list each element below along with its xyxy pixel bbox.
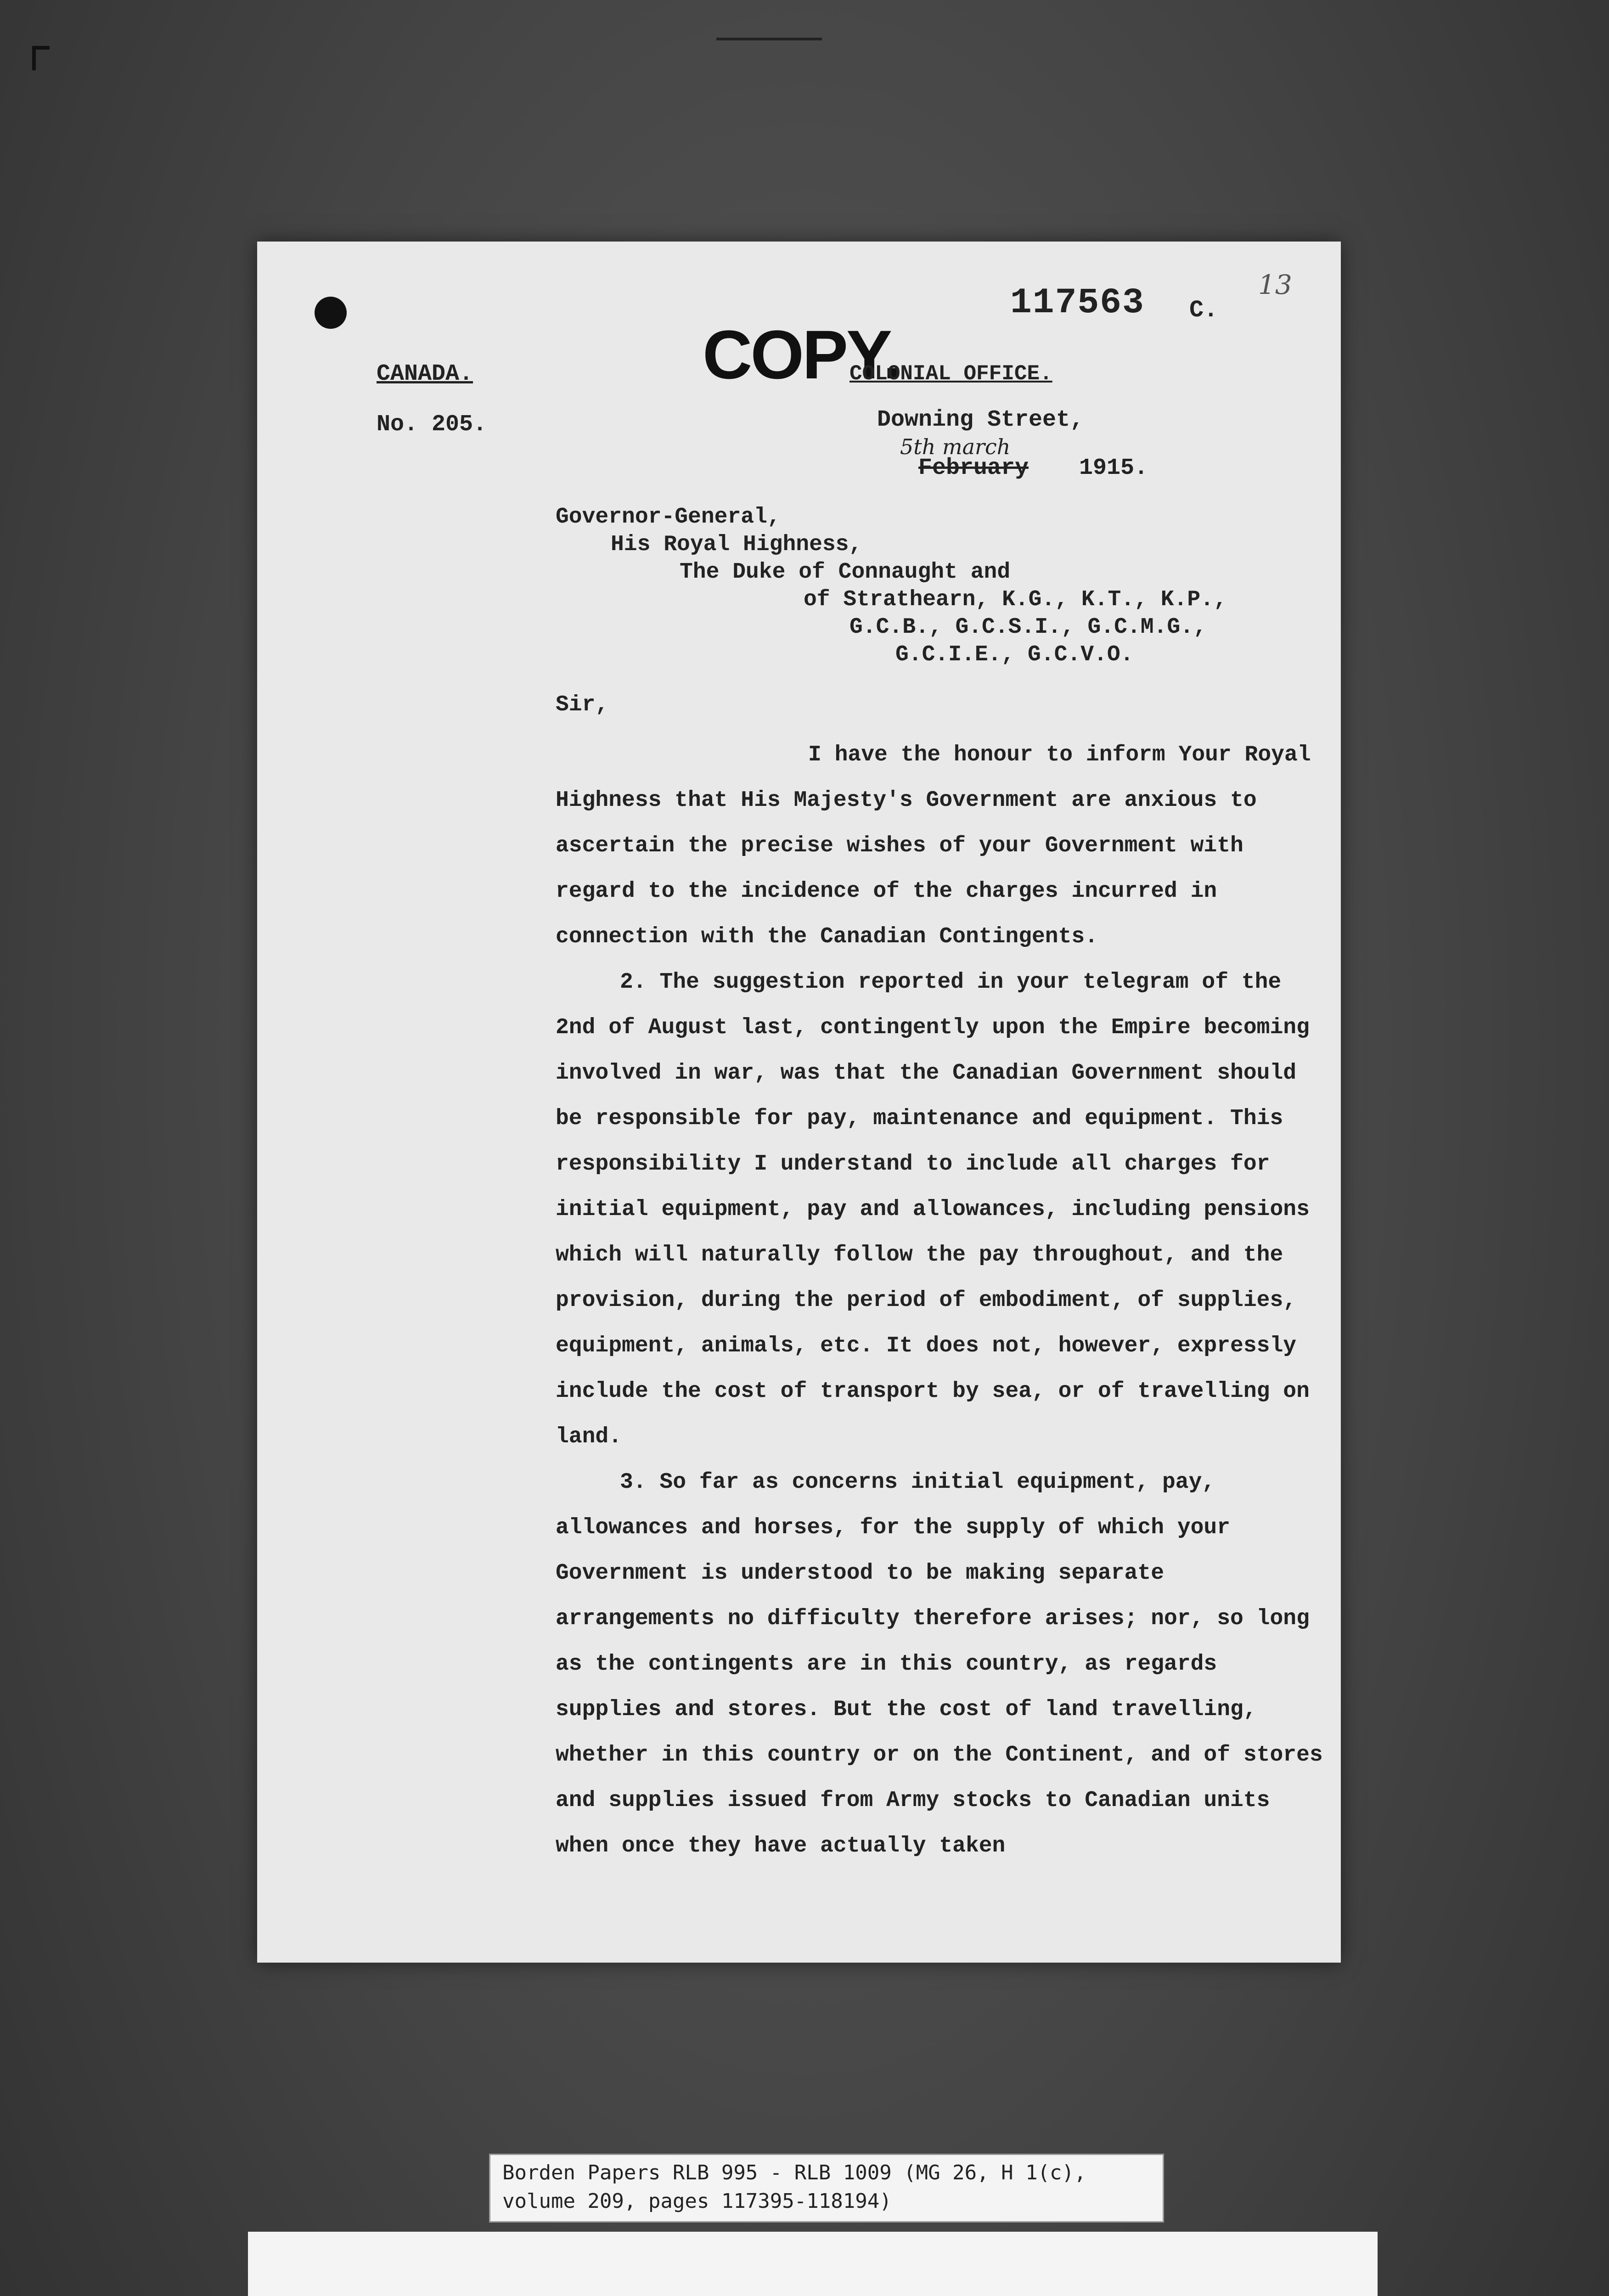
street-address: Downing Street, [877,407,1084,433]
film-corner-mark [32,46,50,70]
archives-stamp-card [248,2232,1378,2296]
struck-month: February [918,455,1029,481]
copy-stamp: COPY. [703,316,900,393]
archive-label-line: volume 209, pages 117395-118194) [502,2189,892,2213]
paragraph-2: 2. The suggestion reported in your telegram of the 2nd of August last, contingently upon the Empire becoming involved in war, was that the Canadian Government should be responsible for pay, maintenance and equipment. This responsibility I understand to include all charges for initial equipment, pay and allowances, including pensions which will naturally follow the pay throughout, and the provision, during the period of embodiment, of supplies, equipment, animals, etc. It does not, however, expressly include the cost of transport by sea, or of travelling on land. [556,970,1310,1449]
addressee-line: His Royal Highness, [611,532,862,557]
film-top-mark [716,28,822,40]
addressee-line: The Duke of Connaught and [680,560,1011,585]
letter-year: 1915. [1079,455,1148,481]
dispatch-number: No. 205. [377,411,487,438]
document-number-suffix: C. [1189,297,1218,324]
addressee-line: G.C.B., G.C.S.I., G.C.M.G., [850,615,1207,640]
handwritten-page-number: 13 [1258,269,1292,300]
addressee-line: of Strathearn, K.G., K.T., K.P., [804,587,1227,612]
salutation: Sir, [556,692,609,717]
letter-body [556,682,1327,1869]
paragraph-1: I have the honour to inform Your Royal Highness that His Majesty's Government are anxious to ascertain the precise wishes of your Government with regard to the incidence of the charges incurred in connection with the Canadian Contingents. [556,743,1311,949]
office-name: COLONIAL OFFICE. [850,362,1052,386]
addressee-line: Governor-General, [556,505,781,529]
punch-hole-icon [315,297,347,329]
document-number: 117563 [1010,283,1145,323]
archive-label-line: Borden Papers RLB 995 - RLB 1009 (MG 26, H 1(c), [502,2161,1086,2184]
archive-reference-label [489,2154,1164,2223]
country-label: CANADA. [377,361,473,387]
handwritten-date: 5th march [900,434,1011,459]
letter-page [257,242,1341,1963]
addressee-line: G.C.I.E., G.C.V.O. [895,642,1134,667]
paragraph-3: 3. So far as concerns initial equipment, pay, allowances and horses, for the supply of which your Government is understood to be making separate arrangements no difficulty therefore arises; nor, so long as the contingents are in this country, as regards supplies and stores. But the cost of land travelling, whether in this country or on the Continent, and of stores and supplies issued from Army stocks to Canadian units when once they have actually taken [556,1470,1323,1858]
